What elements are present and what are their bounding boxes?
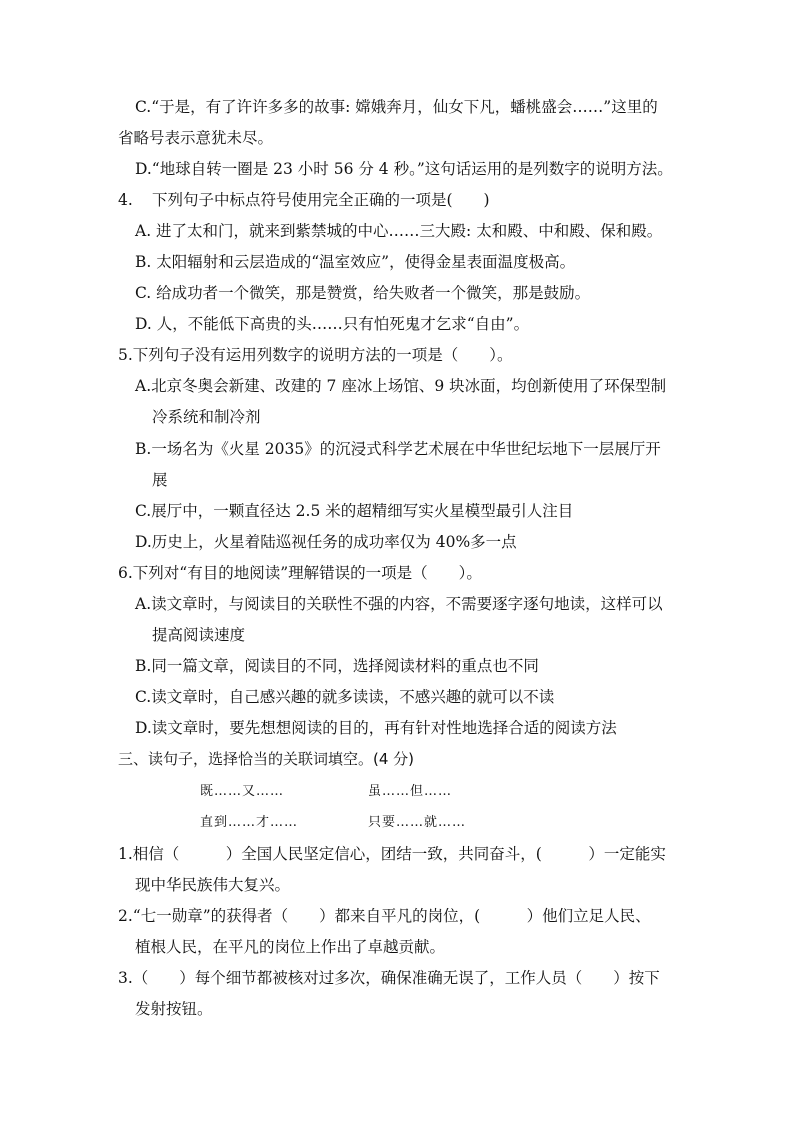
word-bank-item: 直到……才…… <box>200 815 299 830</box>
q6-stem: 6.下列对“有目的地阅读”理解错误的一项是（ ）。 <box>118 564 482 582</box>
word-bank-item: 只要……就…… <box>368 815 467 830</box>
q4-option-c: C. 给成功者一个微笑，那是赞赏，给失败者一个微笑，那是鼓励。 <box>135 284 591 302</box>
q6-option-a-line2: 提高阅读速度 <box>152 626 246 644</box>
q4-option-d: D. 人，不能低下高贵的头……只有怕死鬼才乞求“自由”。 <box>135 315 530 333</box>
q5-option-b-line1: B.一场名为《火星 2035》的沉浸式科学艺术展在中华世纪坛地下一层展厅开 <box>135 440 661 458</box>
q5-option-a-line1: A.北京冬奥会新建、改建的 7 座冰上场馆、9 块冰面，均创新使用了环保型制 <box>135 377 667 395</box>
q5-option-c: C.展厅中，一颗直径达 2.5 米的超精细写实火星模型最引人注目 <box>135 502 574 520</box>
section-three-heading: 三、读句子，选择恰当的关联词填空。(4 分) <box>118 750 415 768</box>
q6-option-b: B.同一篇文章，阅读目的不同，选择阅读材料的重点也不同 <box>135 657 539 675</box>
q3-option-c-line2: 省略号表示意犹未尽。 <box>118 129 274 147</box>
q5-option-d: D.历史上，火星着陆巡视任务的成功率仅为 40%多一点 <box>135 533 517 551</box>
section3-q2-line1: 2.“七一勋章”的获得者（ ）都来自平凡的岗位，( ）他们立足人民、 <box>118 907 651 925</box>
section3-q1-line1: 1.相信（ ）全国人民坚定信心，团结一致，共同奋斗，( ）一定能实 <box>118 845 666 863</box>
section3-q3-line2: 发射按钮。 <box>135 1000 213 1018</box>
q4-option-b: B. 太阳辐射和云层造成的“温室效应”，使得金星表面温度极高。 <box>135 253 576 271</box>
q6-option-c: C.读文章时，自己感兴趣的就多读读，不感兴趣的就可以不读 <box>135 688 555 706</box>
section3-q2-line2: 植根人民，在平凡的岗位上作出了卓越贡献。 <box>135 938 446 956</box>
q6-option-a-line1: A.读文章时，与阅读目的关联性不强的内容，不需要逐字逐句地读，这样可以 <box>135 595 663 613</box>
word-bank-item: 虽……但…… <box>368 784 453 799</box>
q3-option-c-line1: C.“于是，有了许许多多的故事: 嫦娥奔月，仙女下凡，蟠桃盛会……”这里的 <box>135 98 658 116</box>
q4-option-a: A. 进了太和门，就来到紫禁城的中心……三大殿: 太和殿、中和殿、保和殿。 <box>135 222 663 240</box>
q6-option-d: D.读文章时，要先想想阅读的目的，再有针对性地选择合适的阅读方法 <box>135 719 617 737</box>
section3-q1-line2: 现中华民族伟大复兴。 <box>135 876 291 894</box>
q5-option-b-line2: 展 <box>152 471 168 489</box>
q5-stem: 5.下列句子没有运用列数字的说明方法的一项是（ ）。 <box>118 346 513 364</box>
word-bank-item: 既……又…… <box>200 784 285 799</box>
q4-stem-text: 下列句子中标点符号使用完全正确的一项是( ) <box>152 191 490 209</box>
q4-stem <box>118 189 490 211</box>
section3-q3-line1: 3.（ ）每个细节都被核对过多次，确保准确无误了，工作人员（ ）按下 <box>118 969 660 987</box>
q3-option-d: D.“地球自转一圈是 23 小时 56 分 4 秒。”这句话运用的是列数字的说明方法。 <box>135 160 673 178</box>
q5-option-a-line2: 冷系统和制冷剂 <box>152 408 261 426</box>
q4-number: 4. <box>118 191 133 209</box>
